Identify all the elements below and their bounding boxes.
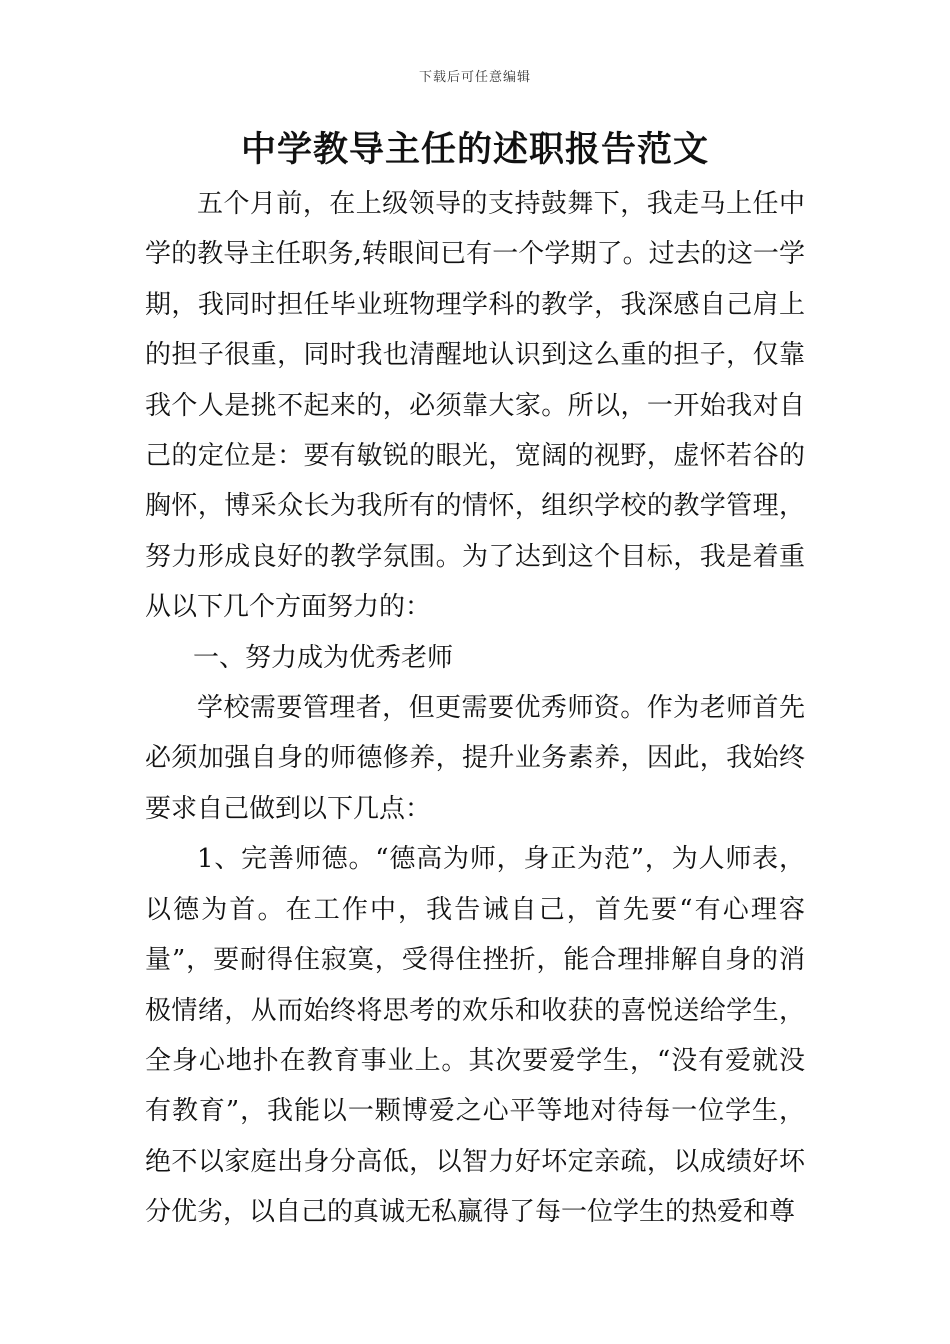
document-body bbox=[145, 179, 805, 1238]
header-note: 下载后可任意编辑 bbox=[418, 70, 531, 85]
body-paragraph-intro: 五个月前，在上级领导的支持鼓舞下，我走马上任中学的教导主任职务,转眼间已有一个学期了。过去的这一学期，我同时担任毕业班物理学科的教学，我深感自己肩上的担子很重，同时我也清醒地认识到这么重的担子，仅靠我个人是挑不起来的，必须靠大家。所以，一开始我对自己的定位是：要有敏锐的眼光，宽阔的视野，虚怀若谷的胸怀，博采众长为我所有的情怀，组织学校的教学管理，努力形成良好的教学氛围。为了达到这个目标，我是着重从以下几个方面努力的： bbox=[145, 189, 805, 623]
body-paragraph-point-1: 1、完善师德。“德高为师，身正为范”，为人师表，以德为首。在工作中，我告诫自己，首先要“有心理容量”，要耐得住寂寞，受得住挫折，能合理排解自身的消极情绪，从而始终将思考的欢乐和收获的喜悦送给学生，全身心地扑在教育事业上。其次要爱学生，“没有爱就没有教育”，我能以一颗博爱之心平等地对待每一位学生，绝不以家庭出身分高低，以智力好坏定亲疏，以成绩好坏分优劣，以自己的真诚无私赢得了每一位学生的热爱和尊 bbox=[145, 844, 805, 1228]
section-heading-1: 一、努力成为优秀老师 bbox=[193, 642, 454, 673]
body-paragraph-section-intro: 学校需要管理者，但更需要优秀师资。作为老师首先必须加强自身的师德修养，提升业务素养，因此，我始终要求自己做到以下几点： bbox=[145, 693, 805, 824]
document-title: 中学教导主任的述职报告范文 bbox=[240, 130, 709, 170]
